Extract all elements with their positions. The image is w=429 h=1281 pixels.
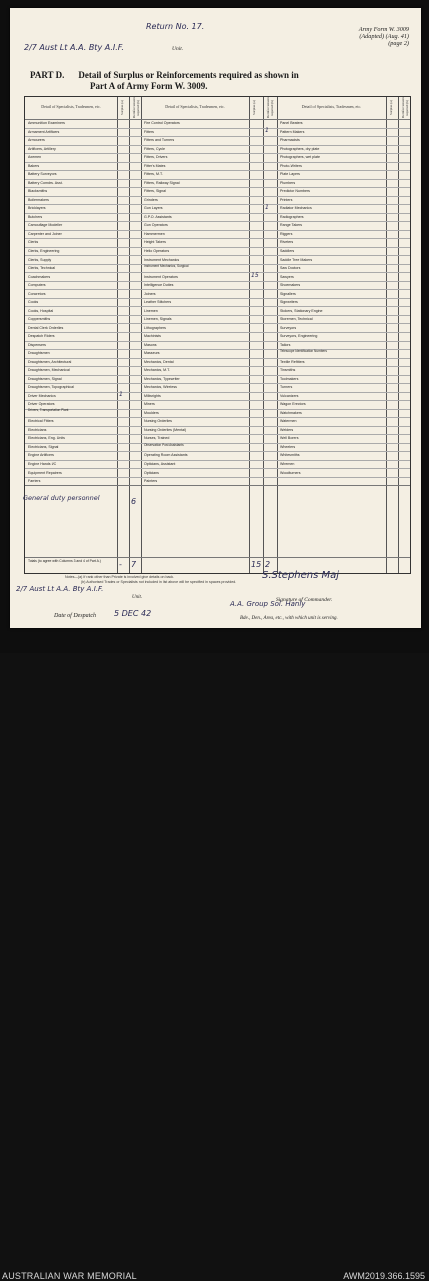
- specialist-name: Cooks: [28, 300, 39, 305]
- row-divider: [25, 264, 410, 265]
- specialist-name: Observation Post Assistants: [144, 442, 184, 447]
- general-duty-handwritten: General duty personnel: [23, 494, 100, 503]
- specialist-name: Pharmacists: [280, 138, 300, 143]
- specialist-name: Blacksmiths: [28, 189, 48, 194]
- specialist-name: Vulcanizers: [280, 393, 299, 398]
- specialist-name: Masons: [144, 342, 157, 347]
- specialist-name: Grinders: [144, 197, 158, 202]
- specialist-name: Wagon Erectors: [280, 402, 306, 407]
- row-divider: [25, 383, 410, 384]
- row-divider: [25, 136, 410, 137]
- specialist-name: Riggers: [280, 231, 293, 236]
- specialist-name: Surveyors: [280, 325, 297, 330]
- row-divider: [25, 187, 410, 188]
- specialist-name: Clerks, Technical: [28, 266, 56, 271]
- specialist-name: Telescope Identification Numbers: [280, 348, 327, 353]
- specialist-name: Clerks, Supply: [28, 257, 52, 262]
- specialist-name: Drivers, Transportation Plant: [28, 408, 69, 413]
- row-divider: [25, 366, 410, 367]
- specialist-name: Armourers: [28, 138, 45, 143]
- form-sheet: [10, 8, 421, 628]
- brigade-handwritten: A.A. Group Sol. Hanly: [230, 600, 306, 608]
- row-divider: [25, 128, 410, 129]
- specialist-name: Intelligence Duties: [144, 283, 174, 288]
- specialist-name: Armament Artificers: [28, 129, 60, 134]
- specialist-name: Radiographers: [280, 214, 304, 219]
- specialist-name: Woodturners: [280, 470, 301, 475]
- specialist-name: Well Borers: [280, 436, 299, 441]
- specialist-name: Draughtsmen, Architectural: [28, 359, 72, 364]
- totals-label: Totals (to agree with Columns 3 and 4 of Part A.): [28, 559, 101, 563]
- specialist-name: Clerks: [28, 240, 39, 245]
- specialist-name: Operating Room Assistants: [144, 453, 188, 458]
- specialist-name: Fitters, M.T.: [144, 172, 163, 177]
- specialist-name: Tinsmiths: [280, 368, 296, 373]
- specialist-name: Pattern Makers: [280, 129, 305, 134]
- specialist-name: Cooks, Hospital: [28, 308, 54, 313]
- watermark-right: AWM2019.366.1595: [343, 1271, 425, 1281]
- specialist-name: Whitesmiths: [280, 453, 300, 458]
- specialist-name: Panel Beaters: [280, 121, 303, 126]
- specialist-name: Instrument Mechanics: [144, 257, 180, 262]
- note-b: (b) Authorised Trades or Specialists not included in list above will be specified in spaces provided.: [81, 580, 237, 584]
- specialist-name: Coppersmiths: [28, 317, 51, 322]
- row-divider: [25, 426, 410, 427]
- specialist-name: Camouflage Modeller: [28, 223, 63, 228]
- specialist-name: Draughtsmen: [28, 351, 50, 356]
- row-divider: [25, 323, 410, 324]
- row-divider: [25, 451, 410, 452]
- specialist-name: Plumbers: [280, 180, 296, 185]
- specialist-name: Shoemakers: [280, 283, 301, 288]
- row-divider: [25, 153, 410, 154]
- specialist-name: Battery Comdrs. Asst.: [28, 180, 63, 185]
- header-detail: Detail of Specialists, Tradesmen, etc.: [165, 104, 225, 109]
- form-id-line-2: (Adapted) (Aug. 41): [359, 33, 409, 41]
- specialist-name: Plate Layers: [280, 172, 300, 177]
- specialist-name: Coachmakers: [28, 274, 51, 279]
- specialist-name: Nursing Orderlies: [144, 419, 172, 424]
- column-divider: [117, 97, 118, 573]
- specialist-name: Clerks, Engineering: [28, 249, 60, 253]
- specialist-name: Draughtsmen, Topographical: [28, 385, 74, 390]
- specialist-name: Fitters and Turners: [144, 138, 175, 143]
- specialist-name: Wheelers: [280, 444, 296, 449]
- header-surplus: Surplus (a): [252, 100, 256, 116]
- specialist-name: Farriers: [28, 479, 41, 484]
- specialist-name: Fitters, Drivers: [144, 155, 168, 160]
- specialist-name: Turners: [280, 385, 293, 390]
- specialist-name: Bakers: [28, 163, 40, 168]
- specialist-name: Instrument Mechanics, Surgical: [144, 263, 189, 268]
- specialist-name: Artificers, Artillery: [28, 146, 56, 151]
- specialist-name: Electricians, Signal: [28, 444, 59, 449]
- row-divider: [25, 332, 410, 333]
- specialist-name: Predictor Numbers: [280, 189, 310, 194]
- header-reinforcements: Reinforcements required (b): [132, 96, 140, 118]
- row-divider: [25, 375, 410, 376]
- specialist-name: Leather Stitchers: [144, 300, 172, 305]
- row-divider: [25, 400, 410, 401]
- header-surplus: Surplus (a): [120, 100, 124, 116]
- column-divider: [386, 97, 387, 573]
- form-id-line-3: (page 2): [388, 40, 409, 48]
- specialist-name: Height Takers: [144, 240, 166, 245]
- watermark-bar: [0, 632, 429, 1281]
- row-divider: [25, 213, 410, 214]
- row-divider: [25, 247, 410, 248]
- specialist-name: Fitters: [144, 129, 154, 134]
- commander-signature: S.Stephens Maj: [262, 570, 340, 581]
- brigade-label: Bde., Den., Area, etc., with which unit is serving.: [240, 616, 338, 621]
- specialist-name: Concretors: [28, 291, 46, 296]
- specialist-name: Fitters, Railway Signal: [144, 180, 180, 185]
- specialist-name: Wiremen: [280, 462, 295, 466]
- row-divider: [25, 145, 410, 146]
- specialist-name: Range Takers: [280, 223, 303, 228]
- specialist-name: Dispensers: [28, 342, 46, 347]
- specialist-name: Masseurs: [144, 351, 160, 356]
- specialist-name: Electricians, Eng. Units: [28, 436, 65, 441]
- specialist-name: Opticians, Assistant: [144, 462, 176, 466]
- column-divider: [263, 97, 264, 573]
- form-id-line-1: Army Form W. 3009: [358, 26, 409, 33]
- row-divider: [25, 417, 410, 418]
- specialist-name: G.P.O. Assistants: [144, 214, 172, 219]
- specialist-name: Surveyors, Engineering: [280, 334, 318, 339]
- handwritten-entry: 1: [119, 391, 123, 399]
- specialist-name: Miners: [144, 402, 155, 407]
- row-divider: [25, 443, 410, 444]
- unit-name-handwritten: 2/7 Aust Lt A.A. Bty A.I.F.: [24, 43, 124, 52]
- specialist-name: Printers: [280, 197, 293, 202]
- specialist-name: Moulders: [144, 410, 159, 415]
- specialist-name: Photo-Writers: [280, 163, 302, 168]
- row-divider: [25, 196, 410, 197]
- specialist-name: Computers: [28, 283, 46, 288]
- specialist-name: Draughtsmen, Signal: [28, 376, 62, 381]
- specialist-name: Riveters: [280, 240, 294, 245]
- specialist-name: Photographers, wet plate: [280, 155, 320, 160]
- title-line-2: Part A of Army Form W. 3009.: [90, 81, 208, 91]
- specialist-name: Electrical Fitters: [28, 419, 54, 424]
- specialist-name: Linemen, Signals: [144, 317, 172, 322]
- row-divider: [25, 298, 410, 299]
- row-divider: [25, 477, 410, 478]
- header-reinforcements: Reinforcements required (b): [401, 96, 409, 118]
- footer-unit-word: Unit.: [132, 595, 143, 600]
- specialist-name: Linemen: [144, 308, 158, 313]
- total-value: 2: [265, 560, 271, 569]
- specialist-name: Butchers: [28, 214, 43, 219]
- specialist-name: Bricklayers: [28, 206, 46, 211]
- row-divider: [25, 272, 410, 273]
- row-divider: [25, 557, 410, 558]
- specialist-name: Helio Operators: [144, 249, 170, 253]
- specialist-name: Textile Refitters: [280, 359, 305, 364]
- specialist-name: Tailors: [280, 342, 291, 347]
- column-divider: [129, 97, 130, 573]
- part-title: [30, 70, 410, 92]
- specialist-name: Despatch Riders: [28, 334, 55, 339]
- row-divider: [25, 170, 410, 171]
- specialist-name: Carpenter and Joiner: [28, 231, 62, 236]
- specialist-name: Joiners: [144, 291, 156, 296]
- row-divider: [25, 349, 410, 350]
- row-divider: [25, 341, 410, 342]
- form-identifier: [359, 26, 409, 48]
- specialist-name: Fire Control Operators: [144, 121, 180, 126]
- part-label: PART D.: [30, 70, 65, 80]
- specialist-name: Engine Artificers: [28, 453, 54, 458]
- column-divider: [398, 97, 399, 573]
- return-number-handwritten: Return No. 17.: [146, 22, 205, 31]
- column-divider: [277, 97, 278, 573]
- row-divider: [25, 392, 410, 393]
- unit-word: Unit.: [172, 46, 184, 52]
- row-divider: [25, 255, 410, 256]
- row-divider: [25, 315, 410, 316]
- row-divider: [25, 485, 410, 486]
- specialist-name: Hammermen: [144, 231, 165, 236]
- handwritten-entry: 1: [265, 127, 269, 135]
- specialist-name: Nurses, Trained: [144, 436, 170, 441]
- specialist-name: Radiator Mechanics: [280, 206, 312, 211]
- total-value: 7: [131, 560, 137, 569]
- specialist-name: Sawyers: [280, 274, 294, 279]
- header-detail: Detail of Specialists, Tradesmen, etc.: [41, 104, 101, 109]
- specialist-name: Watchmakers: [280, 410, 302, 415]
- row-divider: [25, 238, 410, 239]
- row-divider: [25, 119, 410, 120]
- row-divider: [25, 460, 410, 461]
- specialist-name: Dental Clerk Orderlies: [28, 325, 64, 330]
- specialist-name: Signwriters: [280, 300, 298, 305]
- specialist-name: Gun Layers: [144, 206, 163, 211]
- specialist-name: Saddle Tree Makers: [280, 257, 313, 262]
- specialist-name: Ammunition Examiners: [28, 121, 65, 126]
- specialist-name: Electricians: [28, 427, 47, 432]
- specialist-name: Signallers: [280, 291, 296, 296]
- specialist-name: Mechanics, M.T.: [144, 368, 170, 373]
- note-a: Notes—(a) If rank other than Private is involved give details on back.: [65, 575, 175, 579]
- row-divider: [25, 179, 410, 180]
- specialist-name: Nursing Orderlies (Mental): [144, 427, 187, 432]
- specialist-name: Equipment Repairers: [28, 470, 62, 475]
- title-line-1: Detail of Surplus or Reinforcements required as shown in: [78, 70, 299, 80]
- specialist-name: Mechanics, Dental: [144, 359, 174, 364]
- header-detail: Detail of Specialists, Tradesmen, etc.: [301, 104, 362, 109]
- handwritten-entry: 15: [251, 271, 259, 279]
- specialist-name: Saw Doctors: [280, 266, 301, 271]
- specialist-name: Storemen, Technical: [280, 317, 313, 322]
- specialist-name: Photographers, dry plate: [280, 146, 320, 151]
- row-divider: [25, 358, 410, 359]
- column-divider: [141, 97, 142, 573]
- row-divider: [25, 468, 410, 469]
- row-divider: [25, 281, 410, 282]
- specialist-name: Welders: [280, 427, 294, 432]
- specialist-name: Battery Surveyors: [28, 172, 57, 177]
- handwritten-entry: 1: [265, 203, 269, 211]
- specialist-name: Machinists: [144, 334, 161, 339]
- specialist-name: Stokers, Stationary Engine: [280, 308, 323, 313]
- specialist-name: Driver Operators: [28, 402, 55, 407]
- row-divider: [25, 289, 410, 290]
- column-divider: [249, 97, 250, 573]
- footer-unit-handwritten: 2/7 Aust Lt A.A. Bty A.I.F.: [16, 585, 104, 593]
- specialist-name: Boilermakers: [28, 197, 49, 202]
- total-value: -: [119, 560, 122, 569]
- specialist-name: Millwrights: [144, 393, 161, 398]
- signature-label: Signature of Commander.: [276, 597, 333, 603]
- specialist-name: Instrument Operators: [144, 274, 178, 279]
- total-value: 15: [251, 560, 262, 569]
- specialist-name: Driver Mechanics: [28, 393, 56, 398]
- row-divider: [25, 204, 410, 205]
- row-divider: [25, 162, 410, 163]
- specialist-name: Axemen: [28, 155, 42, 160]
- general-duty-value: 6: [131, 497, 137, 507]
- specialist-name: Fitter's Mates: [144, 163, 166, 168]
- specialist-name: Fitters, Cycle: [144, 146, 165, 151]
- row-divider: [25, 221, 410, 222]
- specialist-name: Watermen: [280, 419, 297, 424]
- header-surplus: Surplus (a): [389, 100, 393, 116]
- header-reinforcements: Reinforcements required (b): [266, 96, 274, 118]
- specialist-name: Draughtsmen, Mechanical: [28, 368, 70, 373]
- specialist-name: Fitters, Signal: [144, 189, 166, 194]
- specialist-name: Mechanics, Wireless: [144, 385, 177, 390]
- notes: [65, 575, 236, 585]
- specialist-name: Lithographers: [144, 325, 166, 330]
- watermark-left: AUSTRALIAN WAR MEMORIAL: [2, 1271, 137, 1281]
- specialists-table: [24, 96, 411, 574]
- specialist-name: Toolmakers: [280, 376, 299, 381]
- specialist-name: Mechanics, Typewriter: [144, 376, 180, 381]
- despatch-date-handwritten: 5 DEC 42: [114, 609, 152, 618]
- specialist-name: Opticians: [144, 470, 159, 475]
- row-divider: [25, 230, 410, 231]
- specialist-name: Engine Hands I/C: [28, 462, 57, 466]
- specialist-name: Painters: [144, 479, 158, 484]
- despatch-date-label: Date of Despatch: [54, 613, 96, 619]
- specialist-name: Gun Operators: [144, 223, 168, 228]
- row-divider: [25, 306, 410, 307]
- row-divider: [25, 434, 410, 435]
- specialist-name: Saddlers: [280, 249, 295, 253]
